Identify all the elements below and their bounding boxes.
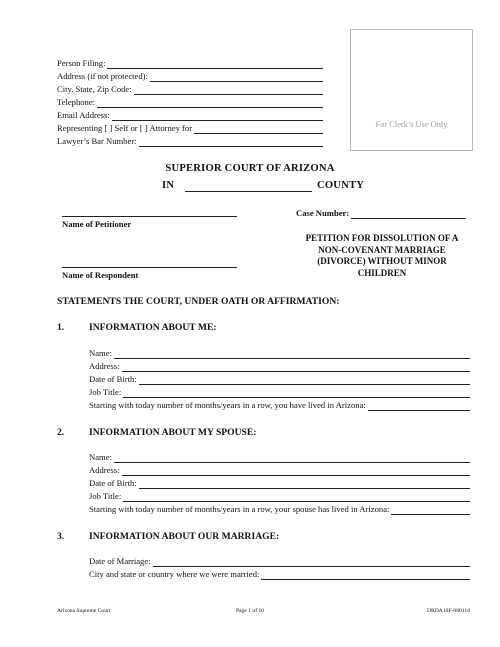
me-job-row — [89, 387, 470, 398]
petition-title — [283, 233, 481, 279]
section-2-number: 2. — [57, 427, 65, 438]
case-number-row — [296, 208, 466, 219]
me-dob-row — [89, 374, 470, 385]
attorney-for-field[interactable] — [194, 125, 323, 134]
spouse-dob-label: Date of Birth: — [89, 478, 137, 488]
city-state-zip-row — [57, 84, 323, 95]
me-dob-field[interactable] — [139, 376, 470, 385]
person-filing-row — [57, 58, 323, 69]
clerk-use-box — [350, 29, 473, 151]
spouse-name-label: Name: — [89, 452, 112, 462]
spouse-job-row — [89, 491, 470, 502]
statements-heading: STATEMENTS THE COURT, UNDER OATH OR AFFIRMATION: — [57, 296, 340, 307]
petitioner-name-field[interactable] — [62, 216, 237, 217]
me-job-field[interactable] — [123, 389, 470, 398]
case-number-field[interactable] — [351, 210, 466, 219]
telephone-field[interactable] — [97, 99, 323, 108]
section-3-number: 3. — [57, 531, 65, 542]
address-row — [57, 71, 323, 82]
email-row — [57, 110, 323, 121]
petition-title-line-4: CHILDREN — [357, 267, 407, 278]
email-label: Email Address: — [57, 110, 110, 120]
bar-number-label: Lawyer’s Bar Number: — [57, 136, 137, 146]
representing-row — [57, 123, 323, 134]
footer-left: Arizona Supreme Court — [57, 608, 111, 614]
telephone-row — [57, 97, 323, 108]
bar-number-field[interactable] — [139, 138, 323, 147]
section-1-number: 1. — [57, 322, 65, 333]
me-residency-field[interactable] — [368, 402, 470, 411]
me-name-row — [89, 348, 470, 359]
city-state-zip-label: City, State, Zip Code: — [57, 84, 132, 94]
spouse-residency-label: Starting with today number of months/years in a row, your spouse has lived in Arizona: — [89, 504, 390, 514]
me-address-field[interactable] — [122, 363, 470, 372]
spouse-dob-field[interactable] — [139, 480, 470, 489]
me-address-row — [89, 361, 470, 372]
spouse-name-field[interactable] — [114, 454, 470, 463]
respondent-name-field[interactable] — [62, 267, 237, 268]
section-3-title: INFORMATION ABOUT OUR MARRIAGE: — [89, 531, 280, 542]
me-name-field[interactable] — [114, 350, 470, 359]
person-filing-label: Person Filing: — [57, 58, 106, 68]
spouse-name-row — [89, 452, 470, 463]
spouse-address-label: Address: — [89, 465, 120, 475]
city-state-zip-field[interactable] — [134, 86, 323, 95]
court-in-label: IN — [162, 180, 175, 191]
spouse-job-label: Job Title: — [89, 491, 122, 501]
petition-title-line-1: PETITION FOR DISSOLUTION OF A — [305, 233, 459, 243]
marriage-place-label: City and state or country where we were married: — [89, 569, 260, 579]
spouse-residency-field[interactable] — [391, 506, 470, 515]
section-2-title: INFORMATION ABOUT MY SPOUSE: — [89, 427, 257, 438]
footer-page-number: Page 1 of 10 — [235, 608, 265, 614]
address-label: Address (if not protected): — [57, 71, 148, 81]
marriage-place-field[interactable] — [261, 571, 470, 580]
marriage-date-field[interactable] — [153, 558, 470, 567]
court-name: SUPERIOR COURT OF ARIZONA — [165, 163, 335, 174]
section-1-title: INFORMATION ABOUT ME: — [89, 322, 217, 333]
bar-number-row — [57, 136, 323, 147]
case-number-label: Case Number: — [296, 208, 350, 218]
person-filing-field[interactable] — [107, 60, 323, 69]
me-job-label: Job Title: — [89, 387, 122, 397]
clerk-use-label: For Clerk’s Use Only — [375, 120, 448, 129]
me-dob-label: Date of Birth: — [89, 374, 137, 384]
me-name-label: Name: — [89, 348, 112, 358]
footer-form-code: DRDA10F-080118 — [427, 608, 470, 614]
spouse-address-row — [89, 465, 470, 476]
petition-title-line-3: (DIVORCE) WITHOUT MINOR — [317, 256, 447, 266]
petitioner-label: Name of Petitioner — [62, 219, 132, 229]
address-field[interactable] — [150, 73, 323, 82]
spouse-dob-row — [89, 478, 470, 489]
representing-label[interactable]: Representing [ ] Self or [ ] Attorney for — [57, 123, 193, 133]
spouse-residency-row — [89, 504, 470, 515]
telephone-label: Telephone: — [57, 97, 96, 107]
me-residency-label: Starting with today number of months/years in a row, you have lived in Arizona: — [89, 400, 366, 410]
me-residency-row — [89, 400, 470, 411]
respondent-label: Name of Respondent — [62, 270, 139, 280]
marriage-date-row — [89, 556, 470, 567]
me-address-label: Address: — [89, 361, 120, 371]
marriage-date-label: Date of Marriage: — [89, 556, 151, 566]
spouse-address-field[interactable] — [122, 467, 470, 476]
court-county-label: COUNTY — [317, 180, 365, 191]
county-field[interactable] — [185, 191, 312, 192]
petition-title-line-2: NON-COVENANT MARRIAGE — [318, 244, 446, 255]
email-field[interactable] — [112, 112, 323, 121]
spouse-job-field[interactable] — [123, 493, 470, 502]
marriage-place-row — [89, 569, 470, 580]
